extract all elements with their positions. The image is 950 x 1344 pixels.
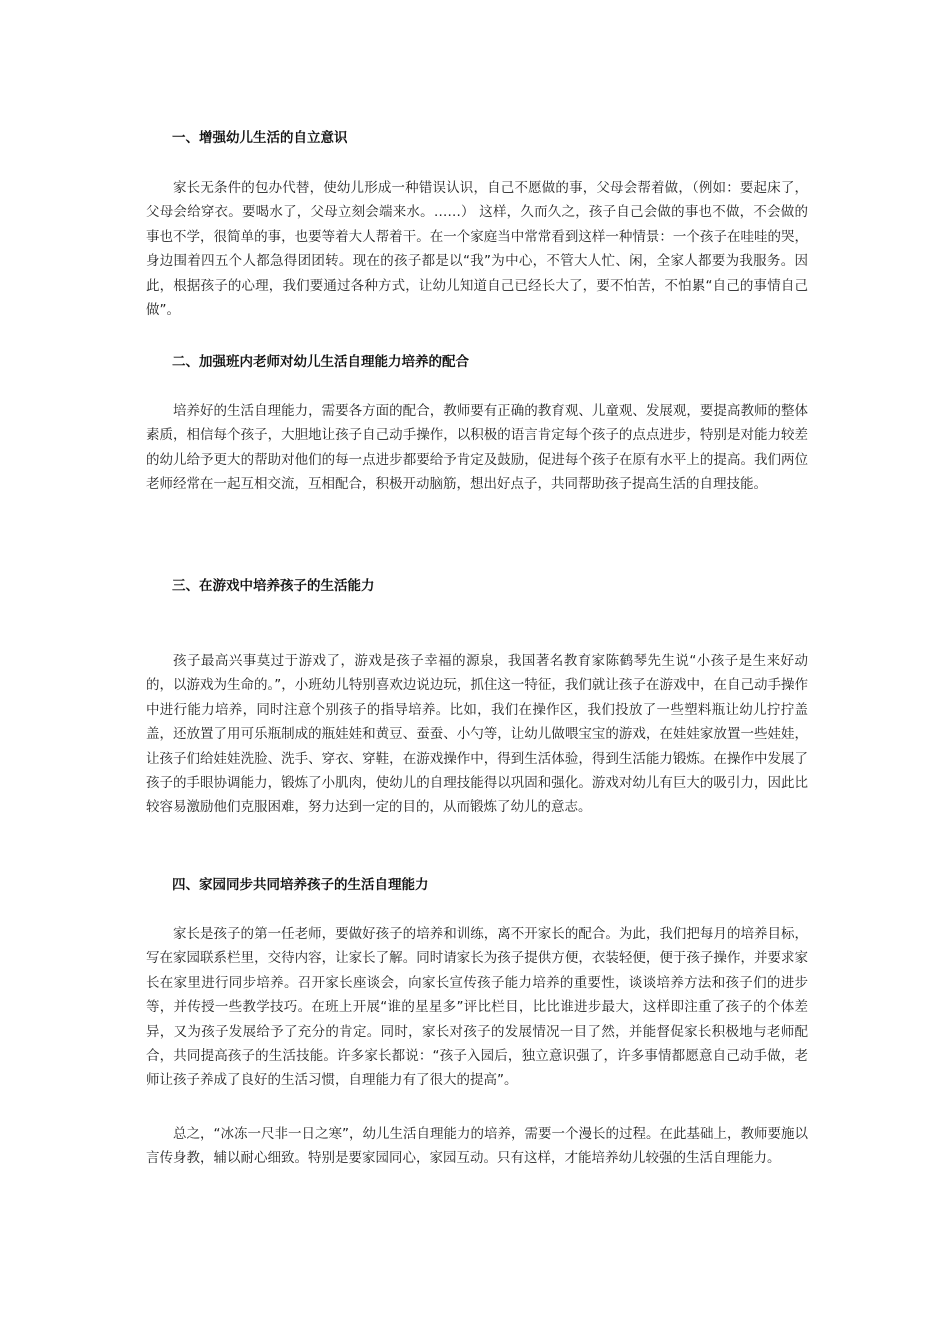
section-heading-3: 三、在游戏中培养孩子的生活能力 [172,578,375,594]
section-heading-2: 二、加强班内老师对幼儿生活自理能力培养的配合 [172,354,469,370]
section-paragraph-1: 家长无条件的包办代替，使幼儿形成一种错误认识，自己不愿做的事，父母会帮着做，（例如：要起床了，父母会给穿衣。要喝水了，父母立刻会端来水。……） 这样，久而久之，孩子自己会做的事也不做，不会做的事也不学，很简单的事，也要等着大人帮着干。在一个家庭当中常常看到这样一种情景：一个孩子在哇哇的哭，身边围着四五个人都急得团团转。现在的孩子都是以“我”为中心，不管大人忙、闲，全家人都要为我服务。因此，根据孩子的心理，我们要通过各种方式，让幼儿知道自己已经长大了，要不怕苦，不怕累“自己的事情自己做”。 [146,180,808,319]
section-paragraph-4: 家长是孩子的第一任老师，要做好孩子的培养和训练，离不开家长的配合。为此，我们把每月的培养目标，写在家园联系栏里，交待内容，让家长了解。同时请家长为孩子提供方便，衣装轻便，便于孩子操作，并要求家长在家里进行同步培养。召开家长座谈会，向家长宣传孩子能力培养的重要性，谈谈培养方法和孩子们的进步等，并传授一些教学技巧。在班上开展“谁的星星多”评比栏目，比比谁进步最大，这样即注重了孩子的个体差异，又为孩子发展给予了充分的肯定。同时，家长对孩子的发展情况一目了然，并能督促家长积极地与老师配合，共同提高孩子的生活技能。许多家长都说：“孩子入园后，独立意识强了，许多事情都愿意自己动手做，老师让孩子养成了良好的生活习惯，自理能力有了很大的提高”。 [146,926,808,1089]
section-paragraph-2: 培养好的生活自理能力，需要各方面的配合，教师要有正确的教育观、儿童观、发展观，要提高教师的整体素质，相信每个孩子，大胆地让孩子自己动手操作，以积极的语言肯定每个孩子的点点进步，特别是对能力较差的幼儿给予更大的帮助对他们的每一点进步都要给予肯定及鼓励，促进每个孩子在原有水平上的提高。我们两位老师经常在一起互相交流，互相配合，积极开动脑筋，想出好点子，共同帮助孩子提高生活的自理技能。 [146,403,808,493]
section-heading-1: 一、增强幼儿生活的自立意识 [172,130,348,146]
conclusion-paragraph: 总之，“冰冻一尺非一日之寒”，幼儿生活自理能力的培养，需要一个漫长的过程。在此基础上，教师要施以言传身教，辅以耐心细致。特别是要家园同心，家园互动。只有这样，才能培养幼儿较强的生活自理能力。 [146,1126,808,1167]
section-heading-4: 四、家园同步共同培养孩子的生活自理能力 [172,877,429,893]
section-paragraph-3: 孩子最高兴事莫过于游戏了，游戏是孩子幸福的源泉，我国著名教育家陈鹤琴先生说“小孩子是生来好动的，以游戏为生命的。”，小班幼儿特别喜欢边说边玩，抓住这一特征，我们就让孩子在游戏中，在自己动手操作中进行能力培养，同时注意个别孩子的指导培养。比如，我们在操作区，我们投放了一些塑料瓶让幼儿拧拧盖盖，还放置了用可乐瓶制成的瓶娃娃和黄豆、蚕蚕、小勺等，让幼儿做喂宝宝的游戏，在娃娃家放置一些娃娃，让孩子们给娃娃洗脸、洗手、穿衣、穿鞋，在游戏操作中，得到生活体验，得到生活能力锻炼。在操作中发展了孩子的手眼协调能力，锻炼了小肌肉，使幼儿的自理技能得以巩固和强化。游戏对幼儿有巨大的吸引力，因此比较容易激励他们克服困难，努力达到一定的目的，从而锻炼了幼儿的意志。 [146,653,808,816]
